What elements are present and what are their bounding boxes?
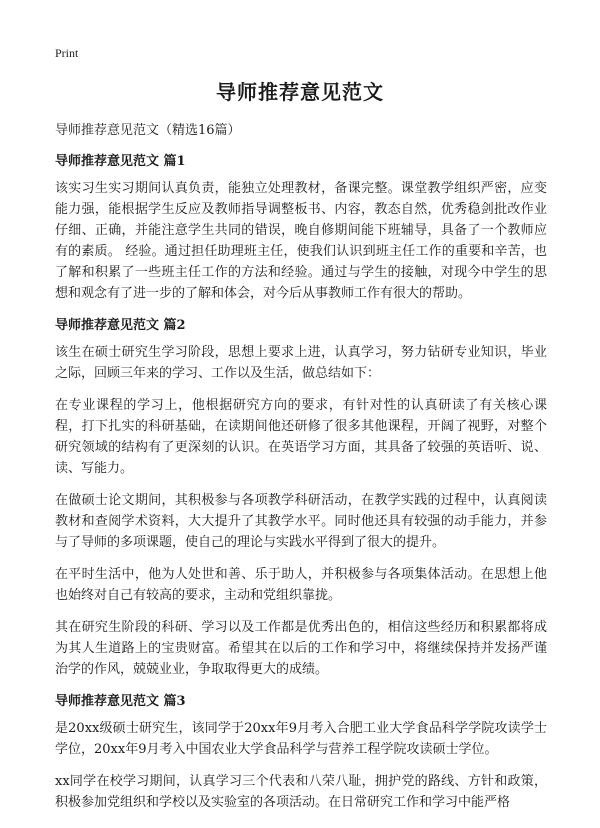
- paragraph: xx同学在校学习期间，认真学习三个代表和八荣八耻，拥护党的路线、方针和政策，积极参加党组织和学校以及实验室的各项活动。在日常研究工作和学习中能严格: [55, 774, 547, 810]
- document-subtitle: 导师推荐意见范文（精选16篇）: [55, 123, 241, 138]
- paragraph: 该实习生实习期间认真负责，能独立处理教材，备课完整。课堂教学组织严密，应变能力强，能根据学生反应及教师指导调整板书、内容，教态自然，优秀稳剑批改作业仔细、正确，并能注意学生共同的错误，晚自修期间能下班辅导，具备了一个教师应有的素质。 经验。通过担任助理班主任，使我们认识到班主任工作的重要和辛苦，也了解和积累了一些班主任工作的方法和经验。通过与学生的接触，对现今中学生的思想和观念有了进一步的了解和体会，对今后从事教师工作有很大的帮助。: [55, 181, 547, 301]
- section-heading: 导师推荐意见范文 篇3: [55, 694, 186, 709]
- page-title: 导师推荐意见范文: [216, 80, 384, 104]
- paragraph: 在做硕士论文期间，其积极参与各项教学科研活动，在教学实践的过程中，认真阅读教材和查阅学术资料，大大提升了其教学水平。同时他还具有较强的动手能力，并参与了导师的多项课题，使自己的理论与实践水平得到了很大的提升。: [55, 493, 547, 550]
- section-heading: 导师推荐意见范文 篇2: [55, 318, 186, 333]
- section-heading: 导师推荐意见范文 篇1: [55, 154, 186, 169]
- section-3: [55, 691, 547, 813]
- paragraph: 是20xx级硕士研究生，该同学于20xx年9月考入合肥工业大学食品科学学院攻读学士学位，20xx年9月考入中国农业大学食品科学与营养工程学院攻读硕士学位。: [55, 721, 547, 757]
- paragraph: 在平时生活中，他为人处世和善、乐于助人，并积极参与各项集体活动。在思想上他也始终对自己有较高的要求，主动和党组织靠拢。: [55, 567, 547, 603]
- section-1: [55, 151, 547, 304]
- document-body: [55, 120, 547, 824]
- print-link[interactable]: Print: [55, 46, 79, 60]
- paragraph: 其在研究生阶段的科研、学习以及工作都是优秀出色的，相信这些经历和积累都将成为其人生道路上的宝贵财富。希望其在以后的工作和学习中，将继续保持并发扬严谨治学的作风，兢兢业业，争取取得更大的成绩。: [55, 620, 547, 677]
- section-2: [55, 315, 547, 680]
- paragraph: 在专业课程的学习上，他根据研究方向的要求，有针对性的认真研读了有关核心课程，打下扎实的科研基础，在读期间他还研修了很多其他课程，开阔了视野，对整个研究领域的结构有了更深刻的认识。在英语学习方面，其具备了较强的英语听、说、读、写能力。: [55, 398, 547, 476]
- paragraph: 该生在硕士研究生学习阶段，思想上要求上进，认真学习，努力钻研专业知识，毕业之际，回顾三年来的学习、工作以及生活，做总结如下：: [55, 345, 547, 381]
